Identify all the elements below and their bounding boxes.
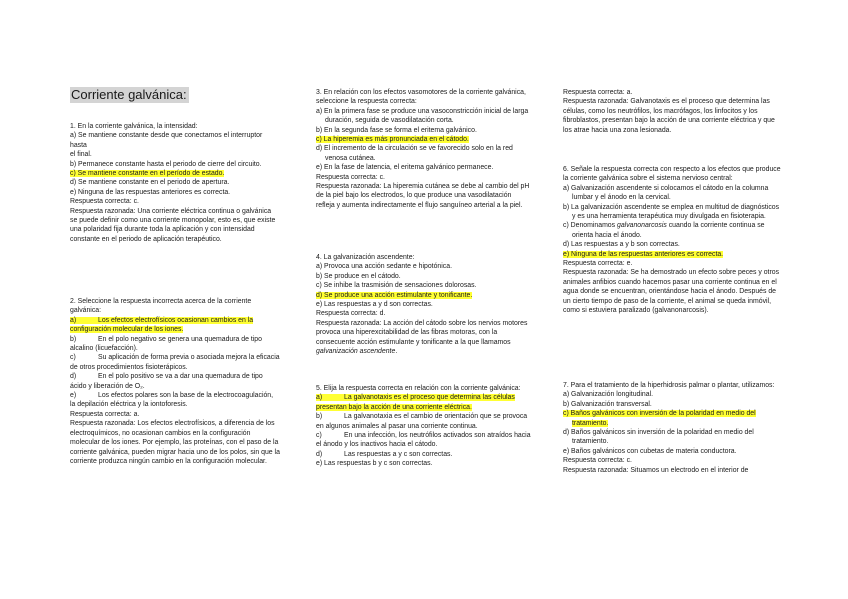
option-e: e) Ninguna de las respuestas anteriores es correcta.: [70, 188, 231, 196]
reasoned-answer: Respuesta razonada: Una corriente eléctrica continua o galvánica se puede definir como una corriente monopolar, esto es, que existe una polaridad fija durante toda la aplicación y con intensidad constante en el periodo de aplicación terapéutico.: [70, 207, 276, 243]
answer: Respuesta correcta: c.: [563, 457, 632, 465]
option-c-highlighted: c) La hiperemia es más pronunciada en el cátodo.: [316, 136, 469, 144]
reasoned-answer: Respuesta razonada: Galvanotaxis es el proceso que determina las células, como los neutrófilos, los macrófagos, los linfocitos y los fibroblastos, presentan bajo la acción de una corriente eléctrica y que los atrae hacia una zona lesionada.: [563, 98, 775, 134]
reasoned-answer: Respuesta razonada: La acción del cátodo sobre los nervios motores provoca una hiperexcitabilidad de las fibras motoras, con la consecuente acción estimulante y tonificante a la que llamamos galvanización ascendente.: [316, 319, 528, 356]
answer: Respuesta correcta: c.: [70, 198, 139, 206]
option-a: a) En la primera fase se produce una vasoconstricción inicial de larga duración, seguida de vasodilatación corta.: [316, 107, 529, 125]
option-e: Los efectos polares son la base de la electrocoagulación, la depilación eléctrica y la iontoforesis.: [70, 392, 274, 409]
answer: Respuesta correcta: a.: [70, 410, 140, 418]
question-1: [70, 122, 280, 244]
option-b: b) Galvanización transversal.: [563, 400, 652, 408]
option-b: b) Permanece constante hasta el periodo de cierre del circuito.: [70, 160, 262, 168]
option-c-label: c): [70, 354, 76, 362]
option-b: b) En la segunda fase se forma el eritema galvánico.: [316, 126, 477, 134]
answer: Respuesta correcta: e.: [563, 260, 633, 268]
option-c: c) Se inhibe la trasmisión de sensaciones dolorosas.: [316, 282, 477, 290]
page-title: Corriente galvánica:: [71, 87, 187, 102]
option-b-label: b): [70, 335, 77, 343]
question-4: [316, 253, 531, 356]
option-b: La galvanotaxia es el cambio de orientación que se provoca en algunos animales al pasar una corriente continua.: [316, 413, 528, 430]
option-d-label: d): [316, 450, 323, 458]
emphasis-term: galvanonarcosis: [617, 222, 667, 230]
option-d: d) Se mantiene constante en el periodo de apertura.: [70, 179, 230, 187]
question-text: 3. En relación con los efectos vasomotores de la corriente galvánica, seleccione la respuesta correcta:: [316, 89, 526, 106]
question-7: [563, 381, 781, 475]
option-d-label: d): [70, 373, 77, 381]
option-a-highlighted: La galvanotaxis es el proceso que determina las células presentan bajo la acción de una corriente eléctrica.: [316, 394, 515, 411]
question-6: [563, 165, 781, 316]
option-c-label: c): [316, 432, 322, 440]
option-d: d) El incremento de la circulación se ve favorecido solo en la red venosa cutánea.: [316, 145, 513, 162]
option-a-label: a): [316, 394, 323, 402]
option-b: b) La galvanización ascendente se emplea en multitud de diagnósticos y es una herramienta terapéutica muy divulgada en fisioterapia.: [563, 203, 780, 221]
option-a-cont: el final.: [70, 151, 92, 159]
option-e: e) Baños galvánicos con cubetas de materia conductora.: [563, 447, 737, 455]
question-text: 6. Señale la respuesta correcta con respecto a los efectos que produce la corriente galvánica sobre el sistema nervioso central:: [563, 166, 781, 183]
question-5-answer: [563, 88, 781, 135]
option-e: e) Las respuestas b y c son correctas.: [316, 460, 433, 468]
question-text: 2. Seleccione la respuesta incorrecta acerca de la corriente galvánica:: [70, 298, 252, 315]
option-a-highlighted: Los efectos electrofísicos ocasionan cambios en la configuración molecular de los iones.: [70, 316, 254, 334]
option-d: Las respuestas a y c son correctas.: [344, 450, 453, 458]
reasoned-answer: Respuesta razonada: La hiperemia cutánea se debe al cambio del pH de la piel bajo los electrodos, lo que produce una vasodilatación refleja y aumenta indirectamente el flujo sanguíneo arterial a la piel.: [316, 183, 530, 209]
option-a: a) Provoca una acción sedante e hipotónica.: [316, 263, 452, 271]
question-5: [316, 384, 531, 469]
option-c: Su aplicación de forma previa o asociada mejora la eficacia de otros procedimientos fisioterápicos.: [70, 354, 280, 371]
reasoned-answer: Respuesta razonada: Se ha demostrado un efecto sobre peces y otros animales anfibios cuando hacemos pasar una corriente continua en el agua donde se encuentran, orientándose hacia el ánodo. Después de un cierto tiempo de paso de la corriente, el animal se queda inmóvil, como si estuviera paralizado (galvanonarcosis).: [563, 269, 780, 315]
answer: Respuesta correcta: d.: [316, 310, 386, 318]
option-a: a) Galvanización ascendente si colocamos el cátodo en la columna lumbar y el ánodo en la cervical.: [563, 184, 769, 202]
question-text: 4. La galvanización ascendente:: [316, 254, 415, 261]
option-a-label: a): [70, 316, 77, 324]
option-d: d) Baños galvánicos sin inversión de la polaridad en medio del tratamiento.: [563, 429, 754, 446]
option-c: c) Denominamos galvanonarcosis cuando la corriente continua se orienta hacia el ánodo.: [563, 222, 765, 239]
option-c-highlighted: c) Se mantiene constante en el período de estado.: [70, 170, 225, 178]
option-a: a) Galvanización longitudinal.: [563, 391, 654, 399]
reasoned-answer: Respuesta razonada: Los efectos electrofísicos, a diferencia de los electroquímicos, no ocasionan cambios en la configuración molecular de los iones. Por ejemplo, las proteínas, con el paso de la corriente galvánica, pueden migrar hacia uno de los polos, sin que la corriente produzca ningún cambio en la configuración molecular.: [70, 420, 280, 465]
option-e-highlighted: e) Ninguna de las respuestas anteriores es correcta.: [563, 250, 724, 258]
question-2: [70, 297, 280, 466]
option-b-label: b): [316, 413, 323, 421]
option-e: e) En la fase de latencia, el eritema galvánico permanece.: [316, 164, 494, 172]
option-c-highlighted: c) Baños galvánicos con inversión de la polaridad en medio del tratamiento.: [563, 410, 756, 427]
question-text: 5. Elija la respuesta correcta en relación con la corriente galvánica:: [316, 385, 521, 392]
answer: Respuesta correcta: a.: [563, 89, 633, 96]
question-text: 1. En la corriente galvánica, la intensidad:: [70, 123, 198, 130]
option-d: d) Las respuestas a y b son correctas.: [563, 241, 680, 249]
option-d-highlighted: d) Se produce una acción estimulante y tonificante.: [316, 291, 473, 299]
emphasis-term: galvanización ascendente: [316, 348, 396, 356]
option-a: a) Se mantiene constante desde que conectamos el interruptor hasta: [70, 132, 263, 149]
question-3: [316, 88, 531, 210]
option-e-label: e): [70, 392, 77, 400]
option-c: En una infección, los neutrófilos activados son atraídos hacia el ánodo y los inactivos hacia el cátodo.: [316, 432, 531, 449]
reasoned-answer: Respuesta razonada: Situamos un electrodo en el interior de: [563, 466, 749, 474]
answer: Respuesta correcta: c.: [316, 173, 385, 181]
option-e: e) Las respuestas a y d son correctas.: [316, 301, 433, 309]
question-text: 7. Para el tratamiento de la hiperhidrosis palmar o plantar, utilizamos:: [563, 382, 775, 389]
option-d: En el polo positivo se va a dar una quemadura de tipo ácido y liberación de O₂.: [70, 373, 263, 390]
option-b: En el polo negativo se genera una quemadura de tipo alcalino (licuefacción).: [70, 335, 262, 353]
option-b: b) Se produce en el cátodo.: [316, 272, 401, 280]
